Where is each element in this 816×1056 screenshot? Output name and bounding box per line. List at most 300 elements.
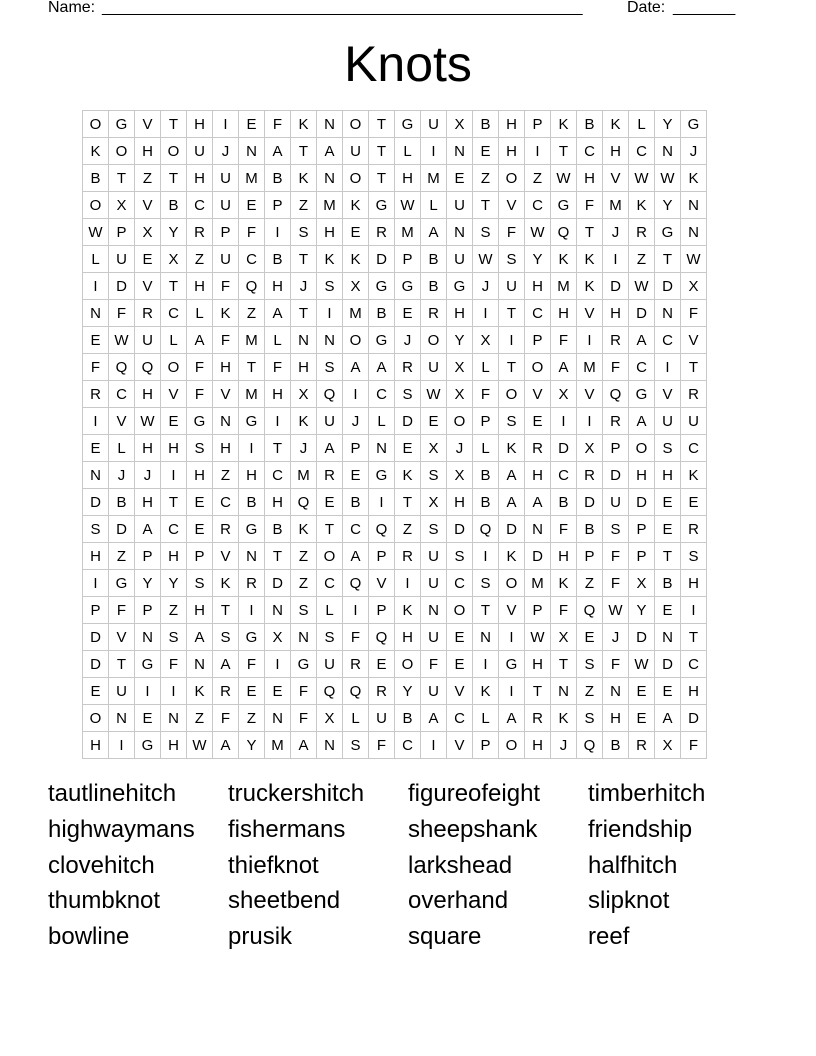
grid-cell: O bbox=[499, 165, 525, 192]
grid-cell: F bbox=[265, 111, 291, 138]
grid-cell: K bbox=[551, 246, 577, 273]
grid-cell: Z bbox=[629, 246, 655, 273]
grid-cell: E bbox=[525, 408, 551, 435]
grid-cell: N bbox=[603, 678, 629, 705]
grid-cell: T bbox=[265, 543, 291, 570]
grid-cell: H bbox=[551, 543, 577, 570]
word-list-item: tautlinehitch bbox=[48, 780, 177, 807]
grid-cell: X bbox=[447, 111, 473, 138]
grid-cell: N bbox=[187, 651, 213, 678]
grid-cell: U bbox=[421, 570, 447, 597]
grid-cell: V bbox=[577, 300, 603, 327]
grid-cell: S bbox=[655, 435, 681, 462]
grid-cell: O bbox=[421, 327, 447, 354]
grid-cell: E bbox=[655, 489, 681, 516]
grid-cell: T bbox=[317, 516, 343, 543]
grid-cell: B bbox=[83, 165, 109, 192]
grid-cell: L bbox=[629, 111, 655, 138]
grid-cell: N bbox=[655, 300, 681, 327]
grid-cell: Q bbox=[551, 219, 577, 246]
grid-cell: G bbox=[239, 516, 265, 543]
grid-cell: D bbox=[83, 651, 109, 678]
grid-cell: X bbox=[447, 354, 473, 381]
grid-cell: R bbox=[421, 300, 447, 327]
grid-cell: T bbox=[655, 543, 681, 570]
grid-cell: N bbox=[681, 219, 707, 246]
grid-row bbox=[83, 138, 707, 165]
grid-cell: Q bbox=[369, 624, 395, 651]
grid-cell: D bbox=[109, 273, 135, 300]
grid-cell: U bbox=[343, 138, 369, 165]
grid-cell: N bbox=[525, 516, 551, 543]
grid-cell: I bbox=[499, 624, 525, 651]
grid-cell: P bbox=[525, 327, 551, 354]
grid-cell: H bbox=[681, 678, 707, 705]
grid-cell: A bbox=[421, 705, 447, 732]
grid-cell: K bbox=[317, 246, 343, 273]
grid-row bbox=[83, 408, 707, 435]
grid-cell: H bbox=[161, 732, 187, 759]
grid-cell: U bbox=[447, 192, 473, 219]
grid-cell: K bbox=[577, 273, 603, 300]
grid-cell: T bbox=[291, 300, 317, 327]
grid-cell: E bbox=[317, 489, 343, 516]
grid-cell: R bbox=[525, 705, 551, 732]
grid-cell: J bbox=[213, 138, 239, 165]
grid-cell: G bbox=[239, 408, 265, 435]
grid-cell: X bbox=[629, 570, 655, 597]
grid-cell: U bbox=[421, 354, 447, 381]
grid-cell: R bbox=[369, 678, 395, 705]
grid-cell: U bbox=[499, 273, 525, 300]
grid-cell: H bbox=[629, 462, 655, 489]
grid-cell: G bbox=[681, 111, 707, 138]
grid-row bbox=[83, 354, 707, 381]
grid-cell: E bbox=[681, 489, 707, 516]
grid-cell: A bbox=[343, 543, 369, 570]
grid-cell: V bbox=[499, 597, 525, 624]
grid-cell: W bbox=[109, 327, 135, 354]
grid-cell: I bbox=[369, 489, 395, 516]
date-blank: _______ bbox=[673, 0, 736, 16]
grid-cell: N bbox=[317, 111, 343, 138]
grid-cell: V bbox=[603, 165, 629, 192]
grid-cell: R bbox=[525, 435, 551, 462]
grid-cell: V bbox=[577, 381, 603, 408]
grid-cell: E bbox=[629, 705, 655, 732]
grid-cell: X bbox=[421, 489, 447, 516]
grid-cell: U bbox=[135, 327, 161, 354]
grid-cell: X bbox=[343, 273, 369, 300]
grid-cell: P bbox=[213, 219, 239, 246]
grid-cell: K bbox=[499, 435, 525, 462]
grid-cell: I bbox=[577, 408, 603, 435]
grid-cell: O bbox=[343, 111, 369, 138]
grid-cell: K bbox=[83, 138, 109, 165]
grid-row bbox=[83, 651, 707, 678]
grid-cell: F bbox=[213, 327, 239, 354]
grid-cell: N bbox=[369, 435, 395, 462]
grid-cell: P bbox=[629, 516, 655, 543]
grid-cell: S bbox=[473, 219, 499, 246]
grid-cell: A bbox=[629, 327, 655, 354]
grid-cell: N bbox=[135, 624, 161, 651]
grid-cell: C bbox=[161, 300, 187, 327]
grid-cell: O bbox=[317, 543, 343, 570]
grid-cell: C bbox=[109, 381, 135, 408]
grid-cell: C bbox=[265, 462, 291, 489]
grid-cell: X bbox=[447, 381, 473, 408]
grid-cell: F bbox=[161, 651, 187, 678]
grid-cell: Z bbox=[577, 678, 603, 705]
grid-cell: W bbox=[629, 165, 655, 192]
grid-cell: D bbox=[395, 408, 421, 435]
grid-cell: W bbox=[473, 246, 499, 273]
grid-cell: E bbox=[187, 516, 213, 543]
grid-cell: W bbox=[525, 624, 551, 651]
grid-cell: U bbox=[213, 192, 239, 219]
grid-cell: P bbox=[473, 408, 499, 435]
name-blank: ______________________________________________________ bbox=[102, 0, 583, 16]
word-list-item: halfhitch bbox=[588, 851, 678, 879]
grid-cell: A bbox=[213, 732, 239, 759]
grid-cell: Z bbox=[473, 165, 499, 192]
grid-cell: J bbox=[343, 408, 369, 435]
grid-cell: U bbox=[421, 624, 447, 651]
grid-cell: E bbox=[629, 678, 655, 705]
grid-cell: H bbox=[187, 597, 213, 624]
grid-cell: D bbox=[629, 300, 655, 327]
grid-cell: C bbox=[681, 651, 707, 678]
grid-cell: Q bbox=[109, 354, 135, 381]
grid-cell: S bbox=[83, 516, 109, 543]
grid-cell: W bbox=[395, 192, 421, 219]
grid-cell: C bbox=[161, 516, 187, 543]
grid-cell: I bbox=[343, 381, 369, 408]
grid-cell: E bbox=[83, 327, 109, 354]
grid-cell: L bbox=[343, 705, 369, 732]
grid-cell: C bbox=[525, 300, 551, 327]
grid-cell: S bbox=[577, 705, 603, 732]
grid-cell: C bbox=[447, 705, 473, 732]
grid-cell: E bbox=[135, 705, 161, 732]
grid-cell: B bbox=[655, 570, 681, 597]
grid-cell: E bbox=[447, 651, 473, 678]
page-title: Knots bbox=[344, 36, 472, 92]
grid-cell: I bbox=[239, 597, 265, 624]
grid-cell: N bbox=[681, 192, 707, 219]
grid-cell: T bbox=[109, 165, 135, 192]
grid-cell: I bbox=[83, 408, 109, 435]
grid-cell: F bbox=[603, 543, 629, 570]
grid-cell: A bbox=[499, 462, 525, 489]
grid-cell: D bbox=[551, 435, 577, 462]
grid-cell: V bbox=[135, 273, 161, 300]
grid-cell: T bbox=[369, 111, 395, 138]
grid-cell: J bbox=[681, 138, 707, 165]
word-list-item: sheepshank bbox=[408, 815, 538, 843]
grid-cell: E bbox=[239, 678, 265, 705]
grid-cell: T bbox=[395, 489, 421, 516]
grid-cell: R bbox=[213, 516, 239, 543]
grid-cell: U bbox=[447, 246, 473, 273]
grid-cell: Q bbox=[577, 732, 603, 759]
grid-cell: V bbox=[655, 381, 681, 408]
grid-cell: B bbox=[577, 516, 603, 543]
grid-cell: U bbox=[369, 705, 395, 732]
grid-cell: E bbox=[395, 300, 421, 327]
grid-cell: N bbox=[239, 138, 265, 165]
grid-cell: T bbox=[499, 300, 525, 327]
grid-cell: E bbox=[473, 138, 499, 165]
grid-cell: U bbox=[109, 678, 135, 705]
word-list-item: bowline bbox=[48, 923, 130, 951]
grid-cell: S bbox=[317, 624, 343, 651]
word-list-item: sheetbend bbox=[228, 887, 341, 915]
grid-cell: Z bbox=[187, 705, 213, 732]
grid-cell: H bbox=[187, 111, 213, 138]
grid-cell: R bbox=[603, 327, 629, 354]
grid-cell: E bbox=[369, 651, 395, 678]
grid-cell: G bbox=[239, 624, 265, 651]
grid-cell: Z bbox=[577, 570, 603, 597]
grid-cell: E bbox=[135, 246, 161, 273]
grid-cell: S bbox=[499, 246, 525, 273]
grid-cell: L bbox=[421, 192, 447, 219]
grid-cell: E bbox=[447, 624, 473, 651]
grid-cell: N bbox=[447, 138, 473, 165]
grid-cell: I bbox=[655, 354, 681, 381]
word-list bbox=[48, 778, 768, 957]
grid-cell: X bbox=[473, 327, 499, 354]
grid-cell: B bbox=[421, 273, 447, 300]
grid-cell: T bbox=[291, 138, 317, 165]
grid-cell: N bbox=[551, 678, 577, 705]
grid-cell: C bbox=[447, 570, 473, 597]
grid-cell: G bbox=[369, 273, 395, 300]
grid-cell: P bbox=[265, 192, 291, 219]
grid-cell: T bbox=[161, 111, 187, 138]
grid-cell: P bbox=[109, 219, 135, 246]
grid-cell: F bbox=[603, 570, 629, 597]
grid-cell: D bbox=[83, 624, 109, 651]
name-label: Name: bbox=[48, 0, 96, 16]
grid-cell: L bbox=[473, 354, 499, 381]
grid-cell: P bbox=[187, 543, 213, 570]
grid-cell: J bbox=[395, 327, 421, 354]
grid-cell: E bbox=[447, 165, 473, 192]
grid-cell: J bbox=[447, 435, 473, 462]
grid-cell: M bbox=[239, 165, 265, 192]
grid-cell: E bbox=[655, 678, 681, 705]
grid-cell: X bbox=[421, 435, 447, 462]
grid-cell: I bbox=[421, 138, 447, 165]
grid-cell: L bbox=[369, 408, 395, 435]
grid-cell: B bbox=[369, 300, 395, 327]
grid-cell: B bbox=[265, 165, 291, 192]
grid-cell: N bbox=[473, 624, 499, 651]
grid-cell: I bbox=[317, 300, 343, 327]
grid-cell: K bbox=[551, 111, 577, 138]
grid-cell: G bbox=[395, 111, 421, 138]
grid-cell: D bbox=[629, 489, 655, 516]
grid-cell: T bbox=[265, 435, 291, 462]
grid-cell: H bbox=[655, 462, 681, 489]
grid-cell: N bbox=[265, 597, 291, 624]
grid-cell: I bbox=[473, 651, 499, 678]
grid-cell: T bbox=[369, 165, 395, 192]
grid-cell: W bbox=[135, 408, 161, 435]
grid-cell: T bbox=[577, 219, 603, 246]
grid-cell: H bbox=[213, 435, 239, 462]
grid-cell: H bbox=[83, 732, 109, 759]
grid-cell: F bbox=[213, 705, 239, 732]
grid-cell: S bbox=[317, 354, 343, 381]
grid-cell: R bbox=[629, 732, 655, 759]
grid-row bbox=[83, 624, 707, 651]
grid-cell: P bbox=[369, 597, 395, 624]
grid-cell: Y bbox=[525, 246, 551, 273]
grid-cell: G bbox=[395, 273, 421, 300]
grid-cell: N bbox=[291, 327, 317, 354]
grid-cell: O bbox=[83, 705, 109, 732]
grid-cell: H bbox=[681, 570, 707, 597]
grid-cell: L bbox=[83, 246, 109, 273]
grid-cell: D bbox=[369, 246, 395, 273]
grid-cell: F bbox=[499, 219, 525, 246]
grid-cell: M bbox=[551, 273, 577, 300]
grid-cell: A bbox=[265, 300, 291, 327]
grid-cell: H bbox=[135, 138, 161, 165]
grid-cell: F bbox=[681, 300, 707, 327]
grid-cell: D bbox=[447, 516, 473, 543]
grid-cell: N bbox=[83, 462, 109, 489]
grid-row bbox=[83, 246, 707, 273]
grid-cell: J bbox=[473, 273, 499, 300]
grid-cell: Q bbox=[577, 597, 603, 624]
grid-cell: A bbox=[213, 651, 239, 678]
grid-cell: I bbox=[213, 111, 239, 138]
grid-cell: I bbox=[83, 273, 109, 300]
grid-cell: E bbox=[655, 597, 681, 624]
grid-cell: Q bbox=[473, 516, 499, 543]
grid-cell: U bbox=[421, 678, 447, 705]
grid-cell: E bbox=[655, 516, 681, 543]
grid-cell: O bbox=[83, 192, 109, 219]
grid-cell: T bbox=[473, 192, 499, 219]
grid-cell: M bbox=[239, 327, 265, 354]
grid-cell: X bbox=[681, 273, 707, 300]
grid-cell: L bbox=[473, 435, 499, 462]
grid-cell: N bbox=[239, 543, 265, 570]
grid-cell: I bbox=[161, 678, 187, 705]
grid-cell: N bbox=[317, 327, 343, 354]
grid-cell: H bbox=[187, 462, 213, 489]
grid-cell: R bbox=[395, 543, 421, 570]
grid-cell: W bbox=[655, 165, 681, 192]
grid-cell: Q bbox=[343, 678, 369, 705]
word-list-item: friendship bbox=[588, 815, 693, 843]
grid-cell: H bbox=[213, 354, 239, 381]
date-label: Date: bbox=[627, 0, 666, 16]
grid-cell: A bbox=[629, 408, 655, 435]
grid-cell: B bbox=[161, 192, 187, 219]
grid-cell: N bbox=[447, 219, 473, 246]
grid-cell: E bbox=[83, 678, 109, 705]
grid-cell: K bbox=[395, 462, 421, 489]
grid-cell: C bbox=[681, 435, 707, 462]
grid-row bbox=[83, 273, 707, 300]
grid-cell: Z bbox=[187, 246, 213, 273]
grid-cell: T bbox=[499, 354, 525, 381]
grid-cell: G bbox=[369, 192, 395, 219]
grid-cell: O bbox=[499, 381, 525, 408]
grid-cell: H bbox=[551, 300, 577, 327]
grid-cell: Y bbox=[655, 192, 681, 219]
grid-cell: B bbox=[109, 489, 135, 516]
grid-cell: Q bbox=[317, 381, 343, 408]
grid-cell: S bbox=[291, 219, 317, 246]
grid-cell: K bbox=[551, 570, 577, 597]
grid-cell: V bbox=[369, 570, 395, 597]
word-list-item: slipknot bbox=[588, 887, 670, 915]
grid-cell: Y bbox=[135, 570, 161, 597]
grid-cell: D bbox=[629, 624, 655, 651]
grid-cell: C bbox=[551, 462, 577, 489]
word-list-item: prusik bbox=[228, 923, 293, 951]
grid-cell: I bbox=[161, 462, 187, 489]
word-list-item: thumbknot bbox=[48, 887, 161, 915]
grid-cell: A bbox=[187, 624, 213, 651]
grid-cell: B bbox=[473, 111, 499, 138]
grid-cell: O bbox=[161, 138, 187, 165]
grid-cell: C bbox=[343, 516, 369, 543]
grid-cell: K bbox=[291, 111, 317, 138]
grid-cell: O bbox=[343, 165, 369, 192]
grid-cell: B bbox=[473, 462, 499, 489]
grid-cell: K bbox=[187, 678, 213, 705]
grid-cell: O bbox=[395, 651, 421, 678]
grid-cell: K bbox=[343, 192, 369, 219]
grid-cell: H bbox=[265, 273, 291, 300]
grid-cell: G bbox=[135, 732, 161, 759]
grid-cell: A bbox=[369, 354, 395, 381]
grid-cell: I bbox=[473, 543, 499, 570]
grid-cell: F bbox=[473, 381, 499, 408]
grid-cell: H bbox=[187, 165, 213, 192]
grid-cell: I bbox=[421, 732, 447, 759]
grid-cell: G bbox=[551, 192, 577, 219]
grid-cell: H bbox=[447, 489, 473, 516]
grid-cell: E bbox=[265, 678, 291, 705]
grid-cell: R bbox=[213, 678, 239, 705]
grid-cell: L bbox=[161, 327, 187, 354]
grid-cell: Z bbox=[135, 165, 161, 192]
grid-cell: F bbox=[551, 327, 577, 354]
grid-cell: O bbox=[343, 327, 369, 354]
grid-cell: R bbox=[239, 570, 265, 597]
grid-cell: N bbox=[83, 300, 109, 327]
grid-cell: Y bbox=[161, 570, 187, 597]
grid-cell: R bbox=[135, 300, 161, 327]
header bbox=[0, 0, 816, 20]
grid-cell: V bbox=[109, 408, 135, 435]
grid-cell: Q bbox=[317, 678, 343, 705]
grid-cell: R bbox=[187, 219, 213, 246]
grid-cell: B bbox=[551, 489, 577, 516]
grid-cell: Q bbox=[369, 516, 395, 543]
grid-cell: K bbox=[395, 597, 421, 624]
